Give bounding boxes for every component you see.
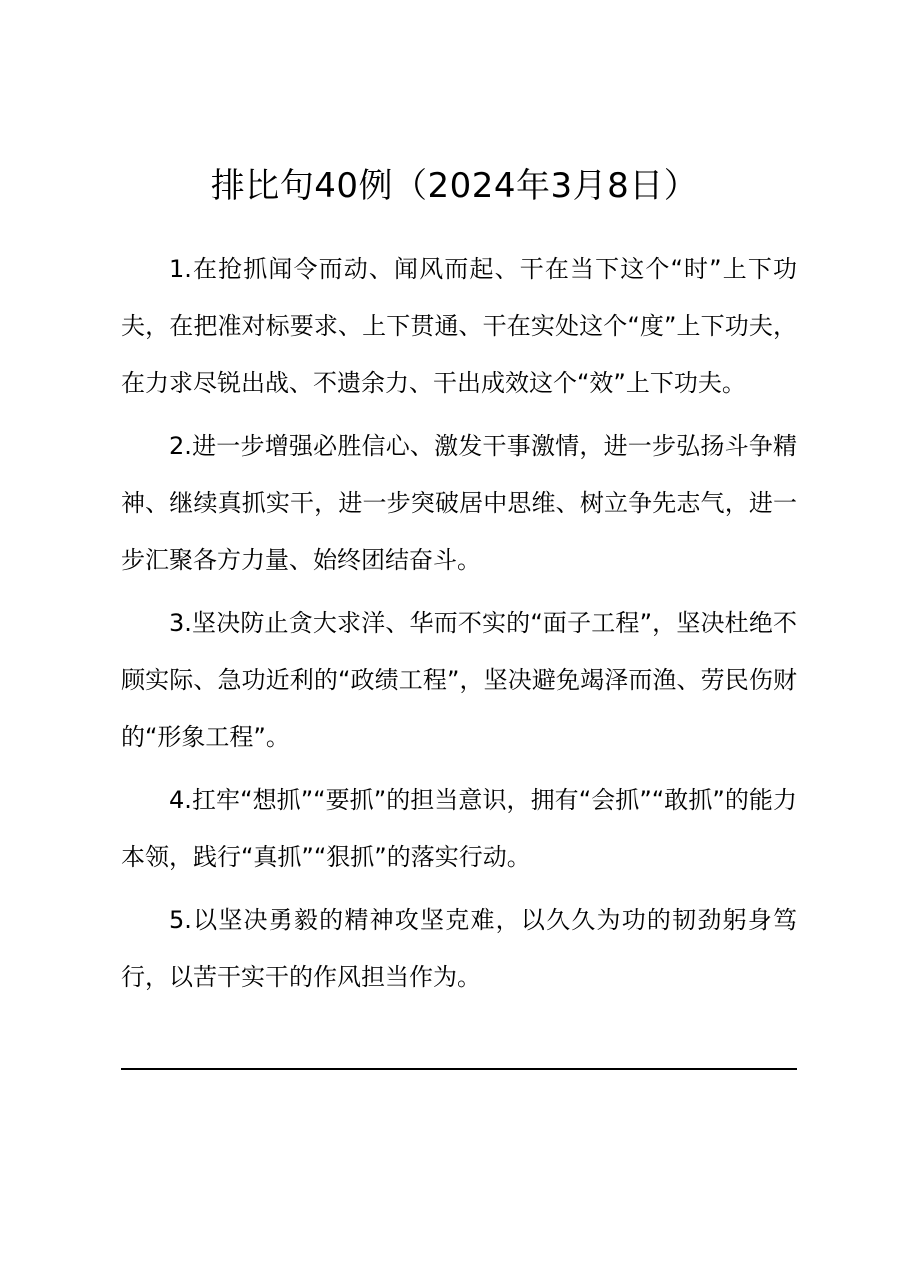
bottom-divider [121, 1068, 797, 1070]
paragraph-2: 2.进一步增强必胜信心、激发干事激情，进一步弘扬斗争精神、继续真抓实干，进一步突破居中思维、树立争先志气，进一步汇聚各方力量、始终团结奋斗。 [121, 432, 797, 574]
paragraph-5: 5.以坚决勇毅的精神攻坚克难，以久久为功的韧劲躬身笃行，以苦干实干的作风担当作为。 [121, 906, 797, 991]
document-body [121, 241, 797, 1012]
document-title: 排比句40例（2024年3月8日） [210, 166, 699, 206]
paragraph-1: 1.在抢抓闻令而动、闻风而起、干在当下这个“时”上下功夫，在把准对标要求、上下贯通、干在实处这个“度”上下功夫，在力求尽锐出战、不遗余力、干出成效这个“效”上下功夫。 [121, 255, 797, 397]
paragraph-3: 3.坚决防止贪大求洋、华而不实的“面子工程”，坚决杜绝不顾实际、急功近利的“政绩工程”，坚决避免竭泽而渔、劳民伤财的“形象工程”。 [121, 609, 797, 751]
paragraph-4: 4.扛牢“想抓”“要抓”的担当意识，拥有“会抓”“敢抓”的能力本领，践行“真抓”“狠抓”的落实行动。 [121, 786, 797, 871]
